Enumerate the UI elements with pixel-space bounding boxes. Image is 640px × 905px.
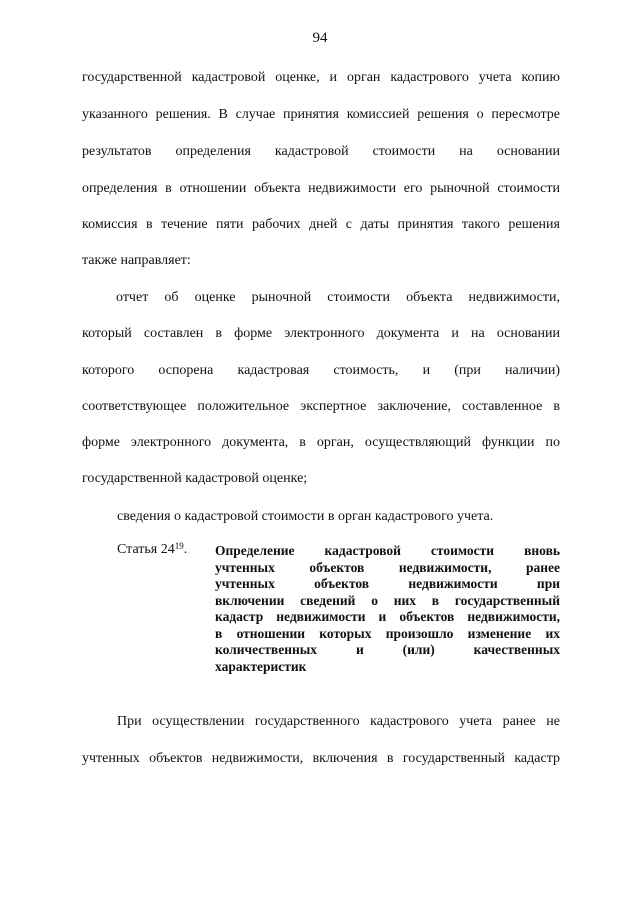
article-title-line: количественных и (или) качественных	[215, 642, 560, 657]
article-label-suffix: .	[183, 542, 188, 557]
article-label	[117, 541, 187, 558]
article-label-text: Статья 24	[117, 542, 175, 557]
article-title	[215, 543, 560, 675]
page-number: 94	[312, 30, 328, 46]
article-title-line: характеристик	[215, 658, 307, 674]
text-line: учтенных объектов недвижимости, включения в государственный кадастр	[82, 751, 560, 766]
text-line: также направляет:	[82, 253, 191, 268]
text-line: комиссия в течение пяти рабочих дней с даты принятия такого решения	[82, 217, 560, 232]
text-line: результатов определения кадастровой стоимости на основании	[82, 144, 560, 159]
article-title-line: кадастр недвижимости и объектов недвижимости,	[215, 609, 560, 624]
text-line: сведения о кадастровой стоимости в орган кадастрового учета.	[117, 509, 494, 524]
article-title-line: в отношении которых произошло изменение их	[215, 625, 560, 641]
text-line: определения в отношении объекта недвижимости его рыночной стоимости	[82, 181, 560, 196]
text-line: отчет об оценке рыночной стоимости объекта недвижимости,	[116, 290, 560, 305]
text-line: указанного решения. В случае принятия комиссией решения о пересмотре	[82, 107, 560, 122]
text-line: форме электронного документа, в орган, осуществляющий функции по	[82, 435, 560, 450]
text-line: который составлен в форме электронного документа и на основании	[82, 326, 560, 341]
text-line: государственной кадастровой оценке, и орган кадастрового учета копию	[82, 70, 560, 85]
article-title-line: учтенных объектов недвижимости при	[215, 576, 560, 591]
article-title-line: Определение кадастровой стоимости вновь	[215, 543, 560, 558]
text-line: государственной кадастровой оценке;	[82, 471, 308, 486]
article-label-superscript: 19	[174, 541, 184, 551]
article-title-line: учтенных объектов недвижимости, ранее	[215, 559, 560, 575]
text-line: При осуществлении государственного кадастрового учета ранее не	[117, 714, 560, 729]
text-line: соответствующее положительное экспертное заключение, составленное в	[82, 399, 560, 414]
text-line: которого оспорена кадастровая стоимость, и (при наличии)	[82, 363, 560, 378]
article-title-line: включении сведений о них в государственный	[215, 592, 560, 608]
